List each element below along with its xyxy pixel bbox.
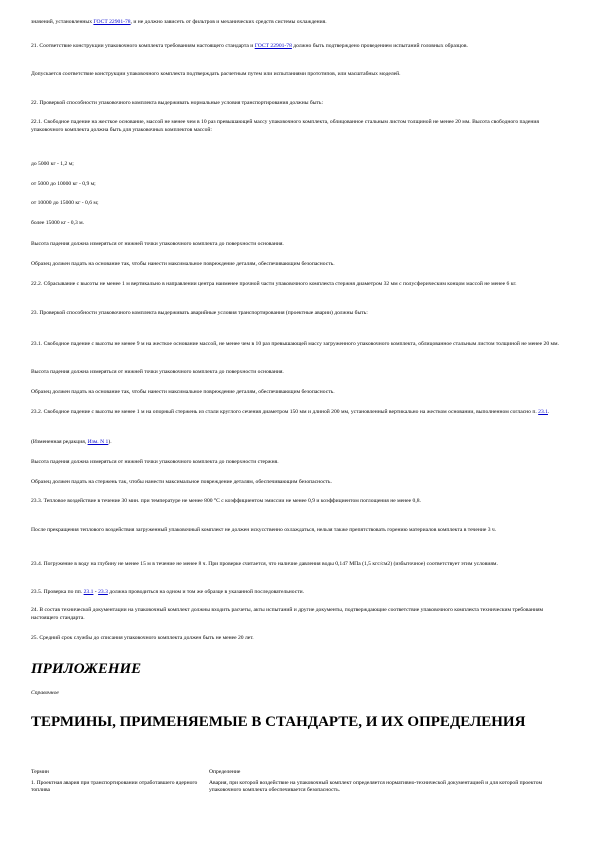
paragraph-text: - xyxy=(93,589,99,595)
paragraph xyxy=(31,340,567,348)
paragraph xyxy=(31,180,567,188)
paragraph-text: 25. Средний срок службы до списания упаковочного комплекта должен быть не менее 20 лет. xyxy=(31,635,254,641)
paragraph xyxy=(31,526,567,534)
paragraph-text: должна проводиться на одном и том же образце в указанной последовательности. xyxy=(107,589,305,595)
paragraph-text: от 10000 до 15000 кг - 0,6 м; xyxy=(31,200,99,206)
paragraph-text: 23.3. Тепловое воздействие в течение 30 мин. при температуре не менее 800 °С с коэффициентом эмиссии не менее 0,9 и коэффициентом поглощения не менее 0,8. xyxy=(31,498,421,504)
column-header-definition: Определение xyxy=(209,769,241,775)
paragraph-text: 23.1. Свободное падение с высоты не менее 9 м на жесткое основание массой, не менее чем в 10 раз превышающей массу загруженного упаковочного комплекта, облицованное стальным листом толщиной не менее 20 мм. xyxy=(31,341,560,347)
paragraph xyxy=(31,606,567,622)
paragraph-text: от 5000 до 10000 кг - 0,9 м; xyxy=(31,181,96,187)
column-header-term: Термин xyxy=(31,769,49,775)
document-link[interactable]: 23.1 xyxy=(83,589,94,595)
paragraph xyxy=(31,309,567,317)
paragraph xyxy=(31,368,567,376)
paragraph-text: 22. Проверкой способности упаковочного комплекта выдерживать нормальные условия транспортирования должны быть: xyxy=(31,100,324,106)
paragraph xyxy=(31,408,567,416)
paragraph-text: 23.2. Свободное падение с высоты не менее 1 м на опорный стержень из стали круглого сечения диаметром 150 мм и длиной 200 мм, установленный вертикально на жестком основании, выполненном согласно п. xyxy=(31,409,539,415)
paragraph-text: должно быть подтверждено проведением испытаний головных образцов. xyxy=(291,43,468,49)
document-link[interactable]: Изм. N 1 xyxy=(87,439,109,445)
paragraph xyxy=(31,219,567,227)
paragraph-text: Высота падения должна измеряться от нижней точки упаковочного комплекта до поверхности стержня. xyxy=(31,459,279,465)
paragraph xyxy=(31,560,567,568)
paragraph xyxy=(31,18,567,26)
paragraph-text: Образец должен падать на основание так, чтобы нанести максимальное повреждение деталям, обеспечивающим безопасность. xyxy=(31,389,335,395)
paragraph-text: ). xyxy=(108,439,112,445)
document-link[interactable]: ГОСТ 22901-78 xyxy=(254,43,292,49)
paragraph-text: Допускается соответствие конструкции упаковочного комплекта подтверждать расчетным путем или испытаниями прототипов, или масштабных моделей. xyxy=(31,71,401,77)
table-row xyxy=(31,779,567,797)
paragraph xyxy=(31,438,567,446)
paragraph-text: , и не должно зависеть от фильтров и механических средств системы охлаждения. xyxy=(130,19,327,25)
paragraph-text: (Измененная редакция, xyxy=(31,439,88,445)
paragraph-text: Образец должен падать на стержень так, чтобы нанести максимальное повреждение деталям, обеспечивающим безопасность. xyxy=(31,479,332,485)
definition-cell: Авария, при которой воздействие на упаковочный комплект определяется нормативно-технической документацией и для которой проектом упаковочного комплекта обеспечивается безопасность. xyxy=(209,779,542,793)
paragraph-text: 24. В состав технической документации на упаковочный комплект должны входить расчеты, акты испытаний и другие документы, подтверждающие соответствие упаковочного комплекта техническим требованиям настоящего стандарта. xyxy=(31,607,544,621)
terms-table-header xyxy=(31,768,567,779)
paragraph xyxy=(31,260,567,268)
paragraph xyxy=(31,42,567,50)
paragraph-text: . xyxy=(547,409,550,415)
paragraph xyxy=(31,388,567,396)
paragraph-text: Высота падения должна измеряться от нижней точки упаковочного комплекта до поверхности основания. xyxy=(31,369,284,375)
paragraph-text: до 5000 кг - 1,2 м; xyxy=(31,161,74,167)
paragraph xyxy=(31,497,567,505)
paragraph-text: 23. Проверкой способности упаковочного комплекта выдерживать аварийные условия транспортирования (проектные аварии) должны быть: xyxy=(31,310,368,316)
document-link[interactable]: 23.3 xyxy=(98,589,108,595)
paragraph xyxy=(31,588,567,596)
appendix-note: Справочное xyxy=(31,690,59,696)
paragraph xyxy=(31,199,567,207)
document-link[interactable]: 23.1 xyxy=(538,409,548,415)
paragraph xyxy=(31,118,567,134)
paragraph xyxy=(31,458,567,466)
paragraph xyxy=(31,634,567,642)
paragraph-text: 23.4. Погружение в воду на глубину не менее 15 м в течение не менее 8 ч. При проверке считается, что наличие давления воды 0,147 МПа (1,5 кгс/см2) (избыточное) соответствует этим условиям. xyxy=(31,561,498,567)
document-link[interactable]: ГОСТ 22901-78 xyxy=(93,19,131,25)
paragraph xyxy=(31,280,567,288)
paragraph xyxy=(31,99,567,107)
paragraph xyxy=(31,160,567,168)
paragraph-text: значений, установленных xyxy=(31,19,94,25)
paragraph-text: Высота падения должна измеряться от нижней точки упаковочного комплекта до поверхности основания. xyxy=(31,241,284,247)
paragraph-text: 21. Соответствие конструкции упаковочного комплекта требованиям настоящего стандарта и xyxy=(31,43,255,49)
paragraph-text: 22.1. Свободное падение на жесткое основание, массой не менее чем в 10 раз превышающей массу упаковочного комплекта, облицованное стальным листом толщиной не менее 20 мм. Высота свободного падения упаковочного комплекта должна быть для упаковочных комплектов массой: xyxy=(31,119,539,133)
paragraph-text: Образец должен падать на основание так, чтобы нанести максимальное повреждение деталям, обеспечивающим безопасность. xyxy=(31,261,335,267)
paragraph-text: 23.5. Проверка по пп. xyxy=(31,589,84,595)
terms-heading: ТЕРМИНЫ, ПРИМЕНЯЕМЫЕ В СТАНДАРТЕ, И ИХ ОПРЕДЕЛЕНИЯ xyxy=(31,714,526,730)
paragraph-text: После прекращения теплового воздействия загруженный упаковочный комплект не должен искусственно охлаждаться, нельзя также препятствовать горению материалов комплекта в течение 3 ч. xyxy=(31,527,497,533)
term-cell: 1. Проектная авария при транспортировании отработавшего ядерного топлива xyxy=(31,779,198,793)
paragraph xyxy=(31,240,567,248)
terms-table xyxy=(31,768,567,797)
paragraph-text: 22.2. Сбрасывание с высоты не менее 1 м вертикально в направлении центра наименее прочной части упаковочного комплекта стержня диаметром 32 мм с полусферическим концом массой не менее 6 кг. xyxy=(31,281,517,287)
paragraph xyxy=(31,70,567,78)
paragraph xyxy=(31,478,567,486)
paragraph-text: более 15000 кг - 0,3 м. xyxy=(31,220,85,226)
appendix-title: ПРИЛОЖЕНИЕ xyxy=(31,661,142,677)
